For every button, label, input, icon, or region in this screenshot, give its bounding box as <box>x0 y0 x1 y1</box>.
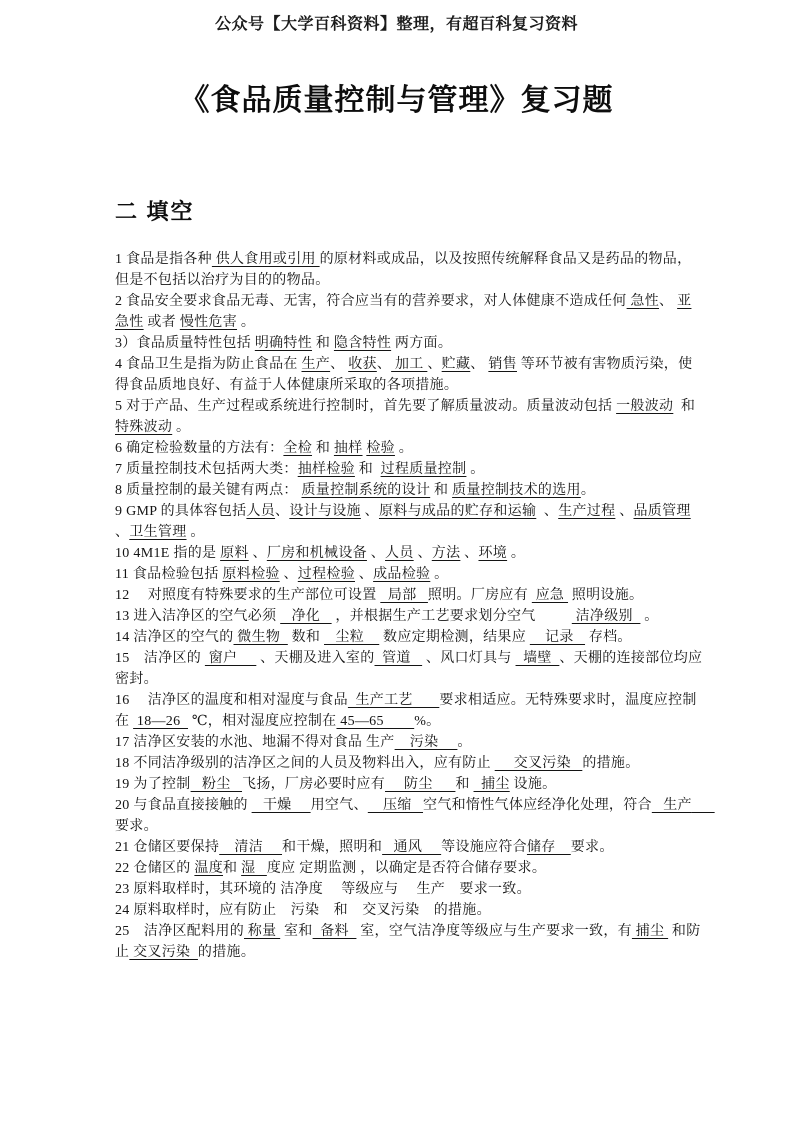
answer-blank: 生产 <box>651 798 715 813</box>
question-text: 、 <box>355 567 374 582</box>
answer-blank: 45—65 <box>336 714 415 729</box>
question-text: 和 <box>673 399 700 414</box>
question-paragraph <box>115 732 705 753</box>
answer-blank: 质量控制系统的设计 <box>301 483 431 498</box>
answer-blank: 设计与设施 <box>289 504 361 519</box>
question-text: 。 <box>186 525 205 540</box>
question-list <box>115 249 715 963</box>
answer-blank: 明确特性 <box>254 336 313 351</box>
answer-blank: 粉尘 <box>190 777 243 792</box>
question-text: 、 <box>659 294 678 309</box>
question-text: 、天棚及进入室的 <box>256 651 375 666</box>
question-paragraph <box>115 858 705 879</box>
question-text: 1 食品是指各种 <box>115 252 212 267</box>
answer-blank: 方法 <box>431 546 461 561</box>
question-text: 室和 <box>280 924 313 939</box>
answer-blank: 应急 <box>531 588 569 603</box>
answer-blank: 全检 <box>283 441 313 456</box>
question-text: 、 <box>376 357 392 372</box>
question-text: 空气和惰性气体应经净化处理，符合 <box>423 798 652 813</box>
question-paragraph <box>115 795 715 837</box>
question-text: 22 仓储区的 <box>115 861 195 876</box>
answer-blank: 收获 <box>348 357 377 372</box>
answer-blank: 局部 <box>380 588 428 603</box>
answer-blank: 污染 <box>394 735 458 750</box>
question-text: 19 为了控制 <box>115 777 191 792</box>
question-paragraph <box>115 606 705 627</box>
question-text: 2 食品安全要求食品无毒、无害，符合应当有的营养要求，对人体健康不造成任何 <box>115 294 627 309</box>
question-text: 飞扬，厂房必要时应有 <box>242 777 386 792</box>
question-text: 16 洁净区的温度和相对湿度与食品 <box>115 693 348 708</box>
question-paragraph <box>115 480 705 501</box>
question-paragraph <box>115 333 705 354</box>
question-text: 和 <box>312 336 334 351</box>
answer-blank: 捕尘 <box>473 777 510 792</box>
question-text: 13 进入洁净区的空气必须 <box>115 609 281 624</box>
question-paragraph <box>115 543 705 564</box>
question-text: 、 <box>360 504 379 519</box>
document-header-note: 公众号【大学百科资料】整理，有超百科复习资料 <box>214 16 578 33</box>
question-text: 。 <box>172 420 191 435</box>
question-text: 11 食品检验包括 <box>115 567 223 582</box>
question-text: 17 洁净区安装的水池、地漏不得对食品 生产 <box>115 735 395 750</box>
answer-blank: 抽样 <box>333 441 363 456</box>
question-text: 要求。 <box>115 819 158 834</box>
question-paragraph <box>115 627 705 648</box>
answer-blank: 洁净级别 <box>571 609 641 624</box>
question-text: ，并根据生产工艺要求划分空气 <box>331 609 572 624</box>
answer-blank: 防尘 <box>385 777 456 792</box>
answer-blank: 记录 <box>529 630 586 645</box>
question-text: 、 <box>248 546 267 561</box>
question-text: 。 <box>394 441 414 456</box>
question-text: 23 原料取样时，其环境的 洁净度 等级应与 生产 要求一致。 <box>115 882 531 897</box>
question-text: 15 洁净区的 <box>115 651 205 666</box>
question-text: 设施。 <box>509 777 557 792</box>
question-text: ℃，相对湿度应控制在 <box>188 714 337 729</box>
answer-blank: 称量 <box>244 924 281 939</box>
question-text: 。 <box>580 483 596 498</box>
answer-blank: 原料检验 <box>222 567 280 582</box>
question-paragraph <box>115 690 705 732</box>
answer-blank: 储存 <box>526 840 571 855</box>
question-text: 10 4M1E 指的是 <box>115 546 221 561</box>
answer-blank: 18—26 <box>133 714 189 729</box>
question-text: 21 仓储区要保持 <box>115 840 220 855</box>
question-paragraph <box>115 900 705 921</box>
question-text: 两方面。 <box>391 336 453 351</box>
question-text: 25 洁净区配料用的 <box>115 924 244 939</box>
answer-blank: 厂房和机械设备 <box>266 546 367 561</box>
answer-blank: 隐含特性 <box>333 336 392 351</box>
question-text: 、风口灯具与 <box>422 651 516 666</box>
question-text: 室，空气洁净度等级应与生产要求一致，有 <box>356 924 632 939</box>
question-text: 7 质量控制技术包括两大类： <box>115 462 298 477</box>
question-text: 、 <box>275 504 290 519</box>
question-text: 和 <box>223 861 242 876</box>
question-paragraph <box>115 501 705 543</box>
question-text: 或者 <box>143 315 180 330</box>
answer-blank: 尘粒 <box>324 630 380 645</box>
answer-blank: 生产工艺 <box>347 693 440 708</box>
answer-blank: 抽样检验 <box>297 462 355 477</box>
question-text: 24 原料取样时，应有防止 污染 和 交叉污染 的措施。 <box>115 903 491 918</box>
question-text: 、 <box>366 546 386 561</box>
section-heading: 二 填空 <box>115 199 195 224</box>
answer-blank: 检验 <box>366 441 395 456</box>
answer-blank: 成品检验 <box>373 567 431 582</box>
answer-blank: 亚急性 <box>115 294 692 330</box>
answer-blank: 人员 <box>246 504 276 519</box>
question-paragraph <box>115 354 705 396</box>
question-text: %。 <box>414 714 441 729</box>
question-paragraph <box>115 585 705 606</box>
question-paragraph <box>115 774 705 795</box>
question-text: 、天棚的连接部位均应密封。 <box>115 651 703 687</box>
question-text: 、 <box>536 504 559 519</box>
question-paragraph <box>115 249 705 291</box>
question-paragraph <box>115 921 705 963</box>
question-text: 。 <box>237 315 256 330</box>
question-text: 和 <box>455 777 474 792</box>
question-text: 。 <box>466 462 485 477</box>
question-text: 。 <box>507 546 526 561</box>
answer-blank: 销售 <box>488 357 517 372</box>
answer-blank: 特殊波动 <box>115 420 173 435</box>
answer-blank: 慢性危害 <box>179 315 238 330</box>
question-text: 9 GMP 的具体容包括 <box>115 504 247 519</box>
answer-blank: 贮藏 <box>441 357 471 372</box>
answer-blank: 原料与成品的贮存和运输 <box>378 504 537 519</box>
question-paragraph <box>115 396 705 438</box>
question-text: 等环节被有害物质污染，使得食品质地良好、有益于人体健康所采取的各项措施。 <box>115 357 693 393</box>
answer-blank: 净化 <box>280 609 332 624</box>
question-paragraph <box>115 753 705 774</box>
question-paragraph <box>115 648 705 690</box>
question-text: 要求相适应。无特殊要求时，温度应控制在 <box>115 693 697 729</box>
answer-blank: 湿 <box>241 861 267 876</box>
document-title: 《食品质量控制与管理》复习题 <box>179 84 614 117</box>
answer-blank: 捕尘 <box>631 924 669 939</box>
question-text: 等设施应符合 <box>441 840 527 855</box>
question-text: 5 对于产品、生产过程或系统进行控制时，首先要了解质量波动。质量波动包括 <box>115 399 617 414</box>
answer-blank: 过程检验 <box>297 567 355 582</box>
answer-blank: 交叉污染 <box>494 756 583 771</box>
question-text: 6 确定检验数量的方法有： <box>115 441 284 456</box>
answer-blank: 质量控制技术的选用 <box>452 483 581 498</box>
question-text: 、 <box>470 357 489 372</box>
answer-blank: 温度 <box>194 861 224 876</box>
question-text: 4 食品卫生是指为防止食品在 <box>115 357 302 372</box>
question-text: 、 <box>427 357 442 372</box>
question-text: 和干燥，照明和 <box>282 840 383 855</box>
question-text: 用空气、 <box>310 798 368 813</box>
question-text: 。 <box>457 735 472 750</box>
question-text: 、 <box>615 504 634 519</box>
answer-blank: 管道 <box>374 651 423 666</box>
answer-blank: 清洁 <box>219 840 283 855</box>
question-text: 8 质量控制的最关键有两点： <box>115 483 302 498</box>
question-text: 数应定期检测，结果应 <box>379 630 530 645</box>
question-text: 要求。 <box>570 840 614 855</box>
answer-blank: 卫生管理 <box>129 525 187 540</box>
question-text: 、 <box>115 504 695 540</box>
question-paragraph <box>115 564 705 585</box>
question-text: 14 洁净区的空气的 <box>115 630 234 645</box>
answer-blank: 交叉污染 <box>129 945 198 960</box>
question-text: 和 <box>312 441 334 456</box>
answer-blank: 墙壁 <box>515 651 560 666</box>
question-text: 3）食品质量特性包括 <box>115 336 255 351</box>
question-text: 12 对照度有特殊要求的生产部位可设置 <box>115 588 381 603</box>
answer-blank: 通风 <box>382 840 442 855</box>
question-text: 照明。厂房应有 <box>427 588 532 603</box>
question-text: 度应 定期监测 ，以确定是否符合储存要求。 <box>266 861 547 876</box>
answer-blank: 加工 <box>391 357 428 372</box>
answer-blank: 微生物 <box>233 630 288 645</box>
question-paragraph <box>115 879 705 900</box>
answer-blank: 过程质量控制 <box>380 462 467 477</box>
answer-blank: 压缩 <box>367 798 424 813</box>
question-paragraph <box>115 837 705 858</box>
question-paragraph <box>115 459 705 480</box>
question-text: 数和 <box>287 630 325 645</box>
question-text: 、 <box>460 546 479 561</box>
question-text: 20 与食品直接接触的 <box>115 798 252 813</box>
question-paragraph <box>115 438 705 459</box>
question-text: 。 <box>640 609 659 624</box>
question-text: 和 <box>430 483 453 498</box>
question-text: 照明设施。 <box>568 588 644 603</box>
answer-blank: 干燥 <box>251 798 311 813</box>
answer-blank: 备料 <box>312 924 357 939</box>
question-text: 的原材料或成品，以及按照传统解释食品又是药品的物品，但是不包括以治疗为目的的物品。 <box>115 252 692 288</box>
answer-blank: 急性 <box>626 294 660 309</box>
question-text: 存档。 <box>585 630 632 645</box>
question-text: 和防止 <box>115 924 701 960</box>
question-text: 。 <box>430 567 449 582</box>
question-text: 的措施。 <box>197 945 256 960</box>
answer-blank: 环境 <box>478 546 508 561</box>
question-text: 、 <box>330 357 349 372</box>
question-text: 的措施。 <box>582 756 640 771</box>
answer-blank: 生产过程 <box>558 504 616 519</box>
answer-blank: 人员 <box>385 546 414 561</box>
question-paragraph <box>115 291 705 333</box>
question-text: 、 <box>279 567 298 582</box>
answer-blank: 品质管理 <box>633 504 691 519</box>
answer-blank: 供人食用或引用 <box>211 252 320 267</box>
answer-blank: 一般波动 <box>616 399 674 414</box>
question-text: 、 <box>413 546 432 561</box>
answer-blank: 生产 <box>301 357 331 372</box>
answer-blank: 原料 <box>220 546 249 561</box>
answer-blank: 窗户 <box>204 651 257 666</box>
question-text: 和 <box>354 462 381 477</box>
question-text: 18 不同洁净级别的洁净区之间的人员及物料出入，应有防止 <box>115 756 495 771</box>
